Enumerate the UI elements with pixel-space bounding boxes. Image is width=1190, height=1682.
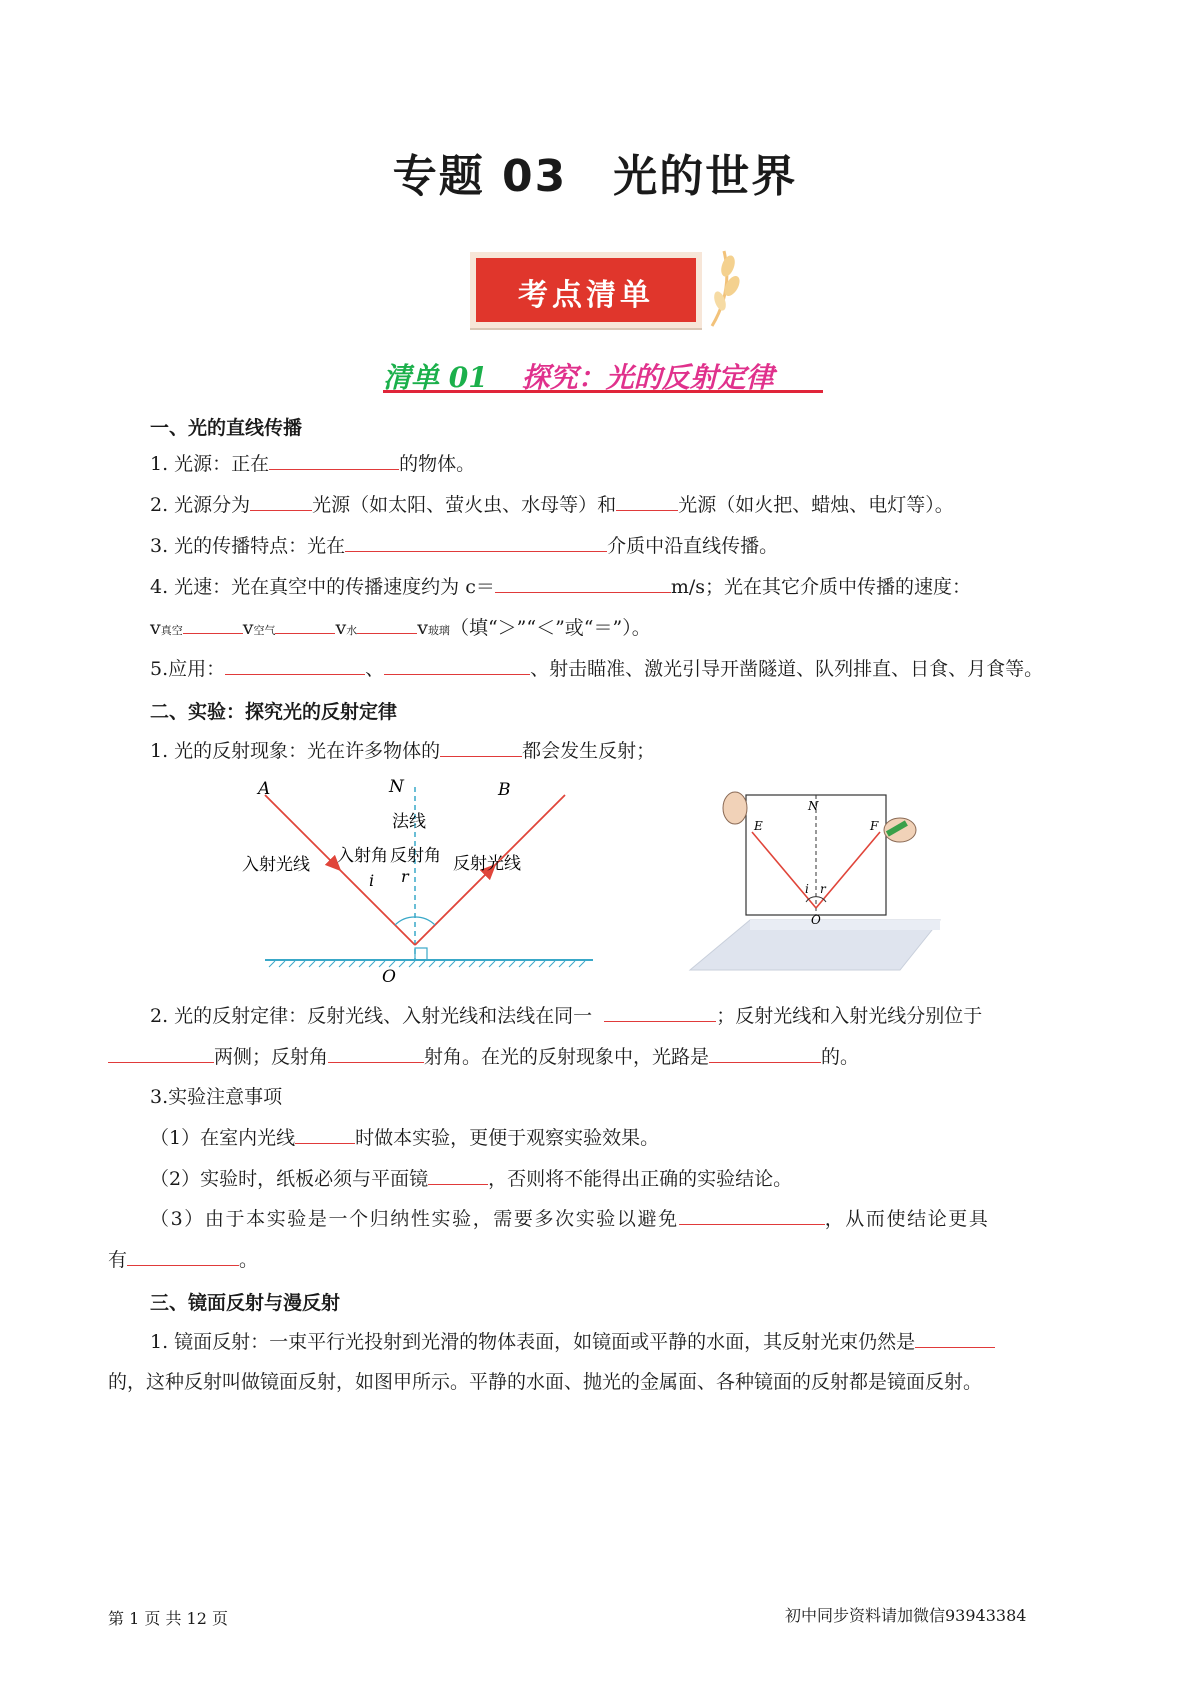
p2-line2: 2. 光的反射定律：反射光线、入射光线和法线在同一 ；反射光线和入射光线分别位于 (150, 1001, 982, 1030)
section-name: 探究：光的反射定律 (521, 361, 774, 394)
svg-text:入射角: 入射角 (337, 846, 388, 866)
svg-text:O: O (811, 913, 821, 927)
p1-line2: 2. 光源分为 光源（如太阳、萤火虫、水母等）和 光源（如火把、蜡烛、电灯等）。 (150, 490, 954, 519)
svg-text:i: i (369, 871, 375, 890)
p1-line4-speeds: v真空 v空气 v水 v玻璃（填“＞”“＜”或“＝”）。 (150, 613, 651, 645)
svg-text:反射光线: 反射光线 (453, 854, 521, 874)
svg-text:A: A (258, 779, 271, 799)
experiment-photo (690, 790, 940, 975)
svg-text:法线: 法线 (392, 812, 426, 832)
p2-line2-cont: 两侧；反射角 射角。在光的反射现象中，光路是 的。 (108, 1042, 859, 1071)
heading-part3: 三、镜面反射与漫反射 (150, 1292, 341, 1314)
page-number: 第 1 页 共 12 页 (108, 1609, 228, 1628)
heading-part2: 二、实验：探究光的反射定律 (150, 701, 398, 723)
svg-text:N: N (389, 777, 404, 797)
key-points-badge (470, 246, 730, 332)
section-heading (383, 356, 823, 393)
footer-note: 初中同步资料请加微信93943384 (785, 1606, 1027, 1625)
p3-line1: 1. 镜面反射：一束平行光投射到光滑的物体表面，如镜面或平静的水面，其反射光束仍然是 (150, 1327, 995, 1356)
p3-line1-cont: 的，这种反射叫做镜面反射，如图甲所示。平静的水面、抛光的金属面、各种镜面的反射都是镜面反射。 (108, 1371, 983, 1393)
wheat-icon (702, 246, 742, 332)
p2-line1: 1. 光的反射现象：光在许多物体的 都会发生反射； (150, 736, 655, 765)
p2-note3-cont: 有 。 (108, 1245, 258, 1274)
p2-note2: （2）实验时，纸板必须与平面镜 ，否则将不能得出正确的实验结论。 (150, 1164, 792, 1193)
svg-text:O: O (382, 967, 396, 987)
svg-text:E: E (754, 819, 763, 833)
p2-note3: （3）由于本实验是一个归纳性实验，需要多次实验以避免 ，从而使结论更具 (150, 1204, 990, 1233)
p1-line3: 3. 光的传播特点：光在 介质中沿直线传播。 (150, 531, 778, 560)
reflection-diagram (242, 775, 605, 990)
svg-text:反射角: 反射角 (390, 846, 441, 866)
p1-line5: 5.应用： 、 、射击瞄准、激光引导开凿隧道、队列排直、日食、月食等。 (150, 654, 1043, 683)
heading-part1: 一、光的直线传播 (150, 417, 303, 439)
svg-text:B: B (498, 780, 511, 800)
p2-note1: （1）在室内光线 时做本实验，更便于观察实验效果。 (150, 1123, 659, 1152)
svg-text:i: i (805, 882, 809, 896)
p1-line1: 1. 光源：正在 的物体。 (150, 449, 475, 478)
badge-label: 考点清单 (518, 278, 654, 313)
hand-icon (723, 792, 747, 824)
svg-text:r: r (820, 882, 826, 896)
svg-text:入射光线: 入射光线 (242, 855, 310, 875)
reflected-ray (415, 865, 495, 945)
section-number: 清单 01 (383, 361, 488, 394)
svg-text:F: F (870, 819, 879, 833)
svg-text:r: r (401, 867, 409, 886)
p2-line3: 3.实验注意事项 (150, 1086, 283, 1108)
page-title: 专题 03 光的世界 (392, 151, 798, 202)
svg-text:N: N (808, 799, 819, 813)
p1-line4: 4. 光速：光在真空中的传播速度约为 c＝ m/s；光在其它介质中传播的速度： (150, 572, 971, 601)
